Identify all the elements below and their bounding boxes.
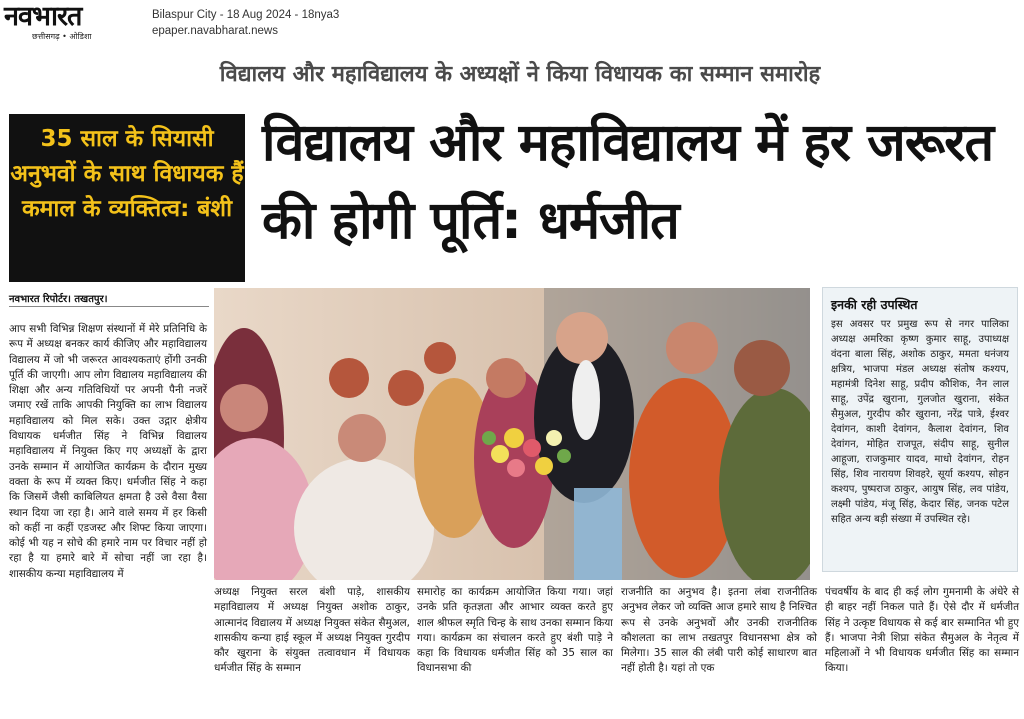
article-column-left: आप सभी विभिन्न शिक्षण संस्थानों में मेरे प्रतिनिधि के रूप में अध्यक्ष बनकर कार्य कीजिए और महाविद्यालय विद्यालय में जो भी जरूरत आवश्यकताएं होंगी उनकी पूर्ति की जाएगी। आप लोग विद्यालय महाविद्यालय की शिक्षा और अन्य गतिविधियों पर अपनी पैनी नजरें जमाए रखें ताकि आपकी नियुक्ति का लाभ विद्यालय महाविद्यालय को मिल सके। उक्त उद्गार क्षेत्रीय विधायक धर्मजीत सिंह ने विभिन्न विद्यालय महाविद्यालय में नियुक्त किए गए अध्यक्षों के द्वारा उनके सम्मान में आयोजित कार्यक्रम के दौरान मुख्य वक्ता के रूप में व्यक्त किए। धर्मजीत सिंह ने कहा कि जिसमें जैसी काबिलियत क्षमता है उसे वैसा वैसा स्थान दिया जा रहा है। आने वाले समय में हर किसी को कहीं ना कहीं एडजस्ट और शिफ्ट किया जाएगा। कोई भी यह न सोचे की हमारे नाम पर विचार नहीं हो रहा है या हमारे बारे में सोचा नहीं जा रहा है। शासकीय कन्या महाविद्यालय में — [9, 323, 207, 580]
epaper-url: epaper.navabharat.news — [152, 25, 278, 37]
byline: नवभारत रिपोर्टर। तखतपुर। — [9, 294, 108, 305]
sidebar-body: इस अवसर पर प्रमुख रूप से नगर पालिका अध्यक्ष अमरिका कृष्ण कुमार साहू, उपाध्यक्ष वंदना बाला सिंह, अशोक ठाकुर, ममता धनंजय क्षत्रिय, भाजपा मंडल अध्यक्ष संतोष कश्यप, महामंत्री दिनेश साहू, प्रदीप कौशिक, नैन लाल साहू, उपेंद्र खुराना, गुलजोत खुराना, संकेत सैमुअल, गुरदीप कौर खुराना, नरेंद्र पात्रे, ईश्वर देवांगन, काशी देवांगन, कैलाश देवांगन, शिव देवांगन, मोहित राजपूत, संदीप साहू, सुनील आहूजा, राजकुमार यादव, माधो देवांगन, रोहन सिंह, शिव नारायण शिवहरे, सूर्या कश्यप, सोहन कश्यप, पुष्पराज ठाकुर, आयुष सिंह, लव पांडेय, लक्ष्मी पांडेय, मंजू सिंह, केदार सिंह, जनक पटेल सहित अन्य बड़ी संख्या में उपस्थित रहे। — [831, 319, 1009, 525]
newspaper-logo — [4, 2, 144, 44]
article-column-bottom-2: समारोह का कार्यक्रम आयोजित किया गया। जहां उनके प्रति कृतज्ञता और आभार व्यक्त करते हुए शाल श्रीफल स्मृति चिन्ह के साथ उनका सम्मान किया गया। कार्यक्रम का संचालन करते हुए बंशी पाड़े ने कहा कि विधायक धर्मजीत सिंह को 35 साल का विधानसभा की — [417, 586, 613, 675]
sidebar-title: इनकी रही उपस्थित — [831, 297, 918, 312]
attendees-sidebar — [822, 287, 1018, 572]
byline-divider — [9, 306, 209, 307]
article-column-bottom-3: राजनीति का अनुभव है। इतना लंबा राजनीतिक अनुभव लेकर जो व्यक्ति आज हमारे साथ है निश्चित रूप से उनके अनुभवों और उनकी राजनीतिक कौशलता का लाभ तखतपुर विधानसभा क्षेत्र को मिलेगा। 35 साल की लंबी पारी कोई साधारण बात नहीं होती है। यहां तो एक — [621, 586, 817, 675]
edition-info — [152, 7, 339, 39]
main-headline: विद्यालय और महाविद्यालय में हर जरूरत की होगी पूर्ति: धर्मजीत — [262, 113, 994, 251]
logo-subtitle: छत्तीसगढ़ • ओडिशा — [32, 32, 92, 41]
logo-text: नवभारत — [4, 1, 82, 32]
article-column-bottom-1: अध्यक्ष नियुक्त सरल बंशी पाड़े, शासकीय महाविद्यालय में अध्यक्ष नियुक्त अशोक ठाकुर, आत्मानंद विद्यालय में अध्यक्ष नियुक्त संकेत सैमुअल, शासकीय कन्या हाई स्कूल में अध्यक्ष नियुक्त गुरदीप कौर खुराना के संयुक्त तत्वावधान में विधायक धर्मजीत सिंह के सम्मान — [214, 586, 410, 675]
kicker-headline: विद्यालय और महाविद्यालय के अध्यक्षों ने किया विधायक का सम्मान समारोह — [219, 62, 821, 87]
masthead — [0, 0, 1024, 44]
edition-line: Bilaspur City - 18 Aug 2024 - 18nya3 — [152, 9, 340, 21]
felicitation-photo-illustration — [214, 288, 810, 580]
article-column-bottom-4: पंचवर्षीय के बाद ही कई लोग गुमनामी के अंधेरे से ही बाहर नहीं निकल पाते हैं। ऐसे दौर में धर्मजीत सिंह ने उत्कृष्ट विधायक से कई बार सम्मानित भी हुए हैं। भाजपा नेत्री शिप्रा संकेत सैमुअल के नेतृत्व में महिलाओं ने भी विधायक धर्मजीत सिंह का सम्मान किया। — [825, 586, 1019, 675]
quote-box: 35 साल के सियासी अनुभवों के साथ विधायक हैं कमाल के व्यक्तित्व: बंशी — [9, 114, 245, 282]
event-photo — [214, 288, 810, 580]
